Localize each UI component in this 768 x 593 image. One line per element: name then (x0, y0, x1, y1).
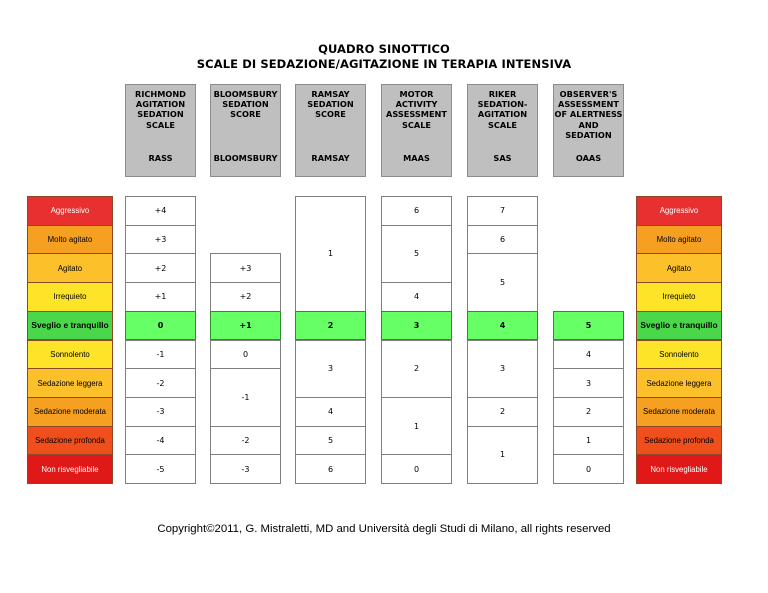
scale-value-cell: 0 (210, 340, 281, 370)
level-label-right: Aggressivo (636, 196, 722, 226)
scale-full-name: RIKER SEDATION- AGITATION SCALE (477, 89, 528, 130)
copyright-notice: Copyright©2011, G. Mistraletti, MD and Università degli Studi di Milano, all rights reserved (157, 523, 611, 535)
scale-header-oaas (553, 84, 624, 177)
scale-full-name: RAMSAY SEDATION SCORE (307, 89, 354, 120)
scale-value-cell: 4 (467, 311, 538, 341)
scale-value-cell: 3 (381, 311, 452, 341)
scale-value-cell: -3 (125, 397, 196, 427)
title-line-2: SCALE DI SEDAZIONE/AGITAZIONE IN TERAPIA INTENSIVA (196, 57, 572, 71)
scale-value-cell: 7 (467, 196, 538, 226)
level-label-left: Irrequieto (27, 282, 113, 312)
scale-value-cell: +3 (210, 253, 281, 283)
scale-header-bloomsbury (210, 84, 281, 177)
scale-value-cell: 1 (381, 397, 452, 455)
level-label-right: Sonnolento (636, 340, 722, 370)
scale-value-cell: 6 (467, 225, 538, 255)
scale-header-rass (125, 84, 196, 177)
level-label-left: Aggressivo (27, 196, 113, 226)
scale-value-cell: -2 (125, 368, 196, 398)
scale-header-maas (381, 84, 452, 177)
scale-value-cell: 3 (553, 368, 624, 398)
scale-value-cell: -2 (210, 426, 281, 456)
scale-value-cell: 2 (553, 397, 624, 427)
level-label-right: Sveglio e tranquillo (636, 311, 722, 341)
scale-value-cell: +1 (210, 311, 281, 341)
level-label-left: Agitato (27, 253, 113, 283)
scale-value-cell: 5 (381, 225, 452, 283)
scale-value-cell: 5 (553, 311, 624, 341)
scale-abbreviation: SAS (493, 153, 512, 163)
scale-value-cell: 4 (553, 340, 624, 370)
level-label-left: Sonnolento (27, 340, 113, 370)
scale-abbreviation: OAAS (575, 153, 602, 163)
scale-value-cell: 6 (295, 454, 366, 484)
scale-value-cell: +1 (125, 282, 196, 312)
scale-value-cell: 3 (295, 340, 366, 398)
scale-value-cell: 0 (125, 311, 196, 341)
level-label-left: Sedazione moderata (27, 397, 113, 427)
scale-full-name: MOTOR ACTIVITY ASSESSMENT SCALE (386, 89, 447, 130)
level-label-right: Sedazione profonda (636, 426, 722, 456)
level-label-right: Sedazione moderata (636, 397, 722, 427)
scale-value-cell: -4 (125, 426, 196, 456)
scale-header-sas (467, 84, 538, 177)
level-label-right: Non risvegliabile (636, 454, 722, 484)
scale-value-cell: -1 (125, 340, 196, 370)
scale-value-cell: +3 (125, 225, 196, 255)
level-label-left: Sedazione leggera (27, 368, 113, 398)
level-label-left: Non risvegliabile (27, 454, 113, 484)
scale-value-cell: 4 (295, 397, 366, 427)
scale-value-cell: 5 (467, 253, 538, 311)
scale-value-cell: 2 (381, 340, 452, 398)
scale-value-cell: 0 (553, 454, 624, 484)
scale-value-cell: +4 (125, 196, 196, 226)
scale-value-cell: 1 (295, 196, 366, 312)
scale-value-cell: -3 (210, 454, 281, 484)
scale-value-cell: 4 (381, 282, 452, 312)
level-label-left: Sedazione profonda (27, 426, 113, 456)
level-label-left: Sveglio e tranquillo (27, 311, 113, 341)
scale-value-cell: 2 (295, 311, 366, 341)
scale-value-cell: 6 (381, 196, 452, 226)
scale-abbreviation: MAAS (403, 153, 430, 163)
scale-value-cell: +2 (125, 253, 196, 283)
scale-value-cell: -5 (125, 454, 196, 484)
scale-value-cell: 3 (467, 340, 538, 398)
scale-value-cell: 5 (295, 426, 366, 456)
scale-value-cell: +2 (210, 282, 281, 312)
scale-full-name: OBSERVER'S ASSESSMENT OF ALERTNESS AND SEDATION (554, 89, 623, 140)
title-line-1: QUADRO SINOTTICO (318, 42, 450, 56)
scale-value-cell: 2 (467, 397, 538, 427)
level-label-right: Sedazione leggera (636, 368, 722, 398)
level-label-right: Molto agitato (636, 225, 722, 255)
scale-abbreviation: RASS (148, 153, 173, 163)
scale-value-cell: 1 (467, 426, 538, 484)
scale-full-name: RICHMOND AGITATION SEDATION SCALE (135, 89, 186, 130)
level-label-left: Molto agitato (27, 225, 113, 255)
scale-abbreviation: BLOOMSBURY (213, 153, 278, 163)
scale-value-cell: 1 (553, 426, 624, 456)
scale-header-ramsay (295, 84, 366, 177)
scale-value-cell: 0 (381, 454, 452, 484)
scale-full-name: BLOOMSBURY SEDATION SCORE (213, 89, 278, 120)
scale-value-cell: -1 (210, 368, 281, 426)
scale-abbreviation: RAMSAY (311, 153, 350, 163)
level-label-right: Irrequieto (636, 282, 722, 312)
level-label-right: Agitato (636, 253, 722, 283)
